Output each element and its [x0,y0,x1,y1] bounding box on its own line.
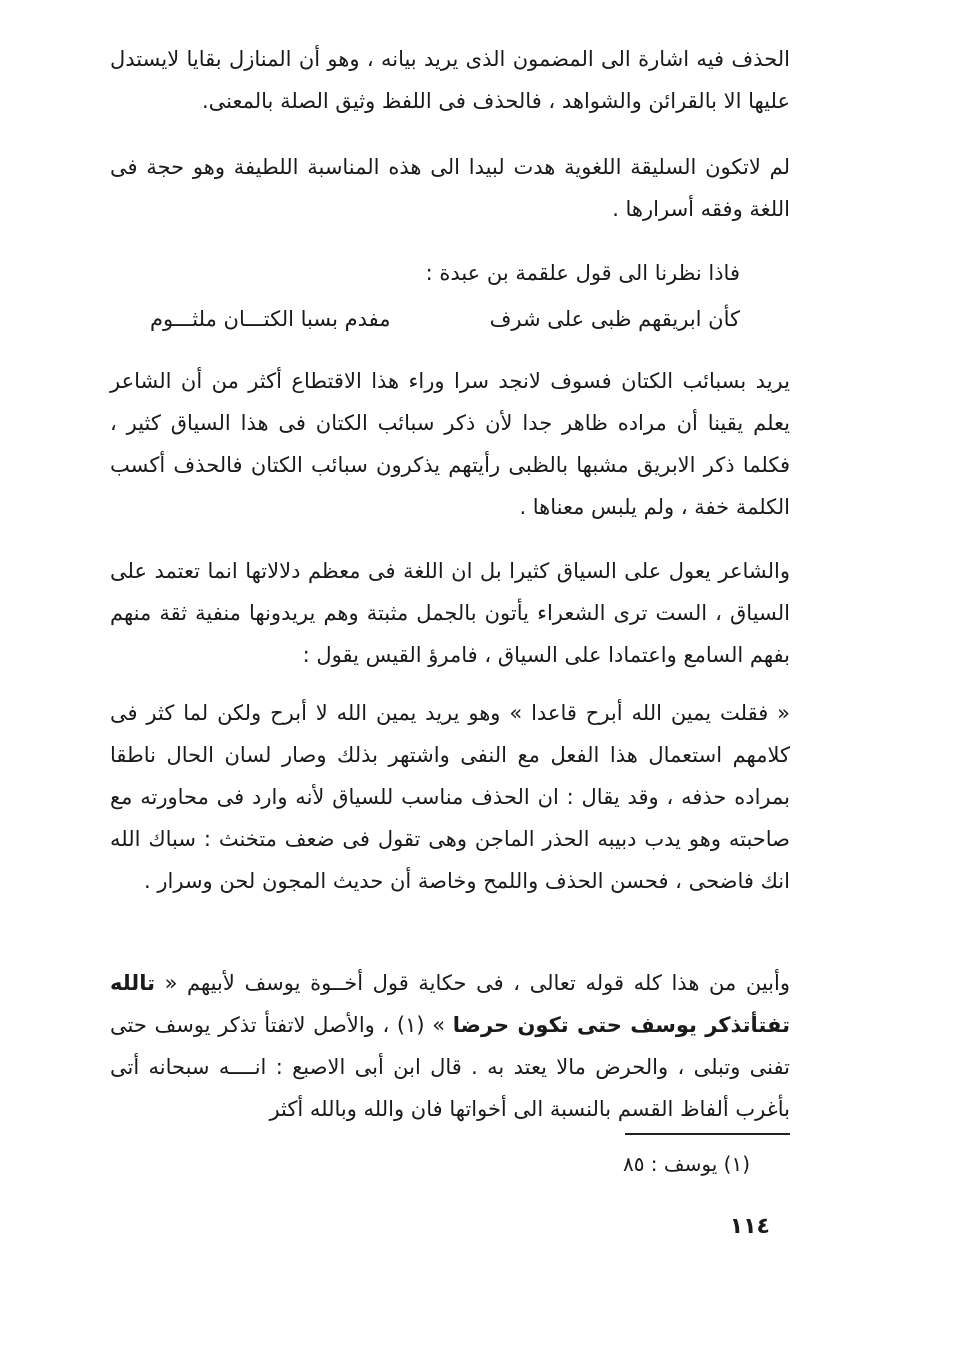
paragraph-7-intro: وأبين من هذا كله قوله تعالى ، فى حكاية قول أخــوة يوسف لأبيهم « [154,971,790,995]
footnote-divider [625,1133,790,1135]
paragraph-5: والشاعر يعول على السياق كثيرا بل ان اللغة فى معظم دلالاتها انما تعتمد على السياق ، الست ترى الشعراء يأتون بالجمل مثبتة وهم يريدونها منفية ثقة منهم بفهم السامع واعتمادا على السياق ، فامرؤ القيس يقول : [110,559,790,667]
quran-quote: تالله تفتأتذكر يوسف حتى تكون حرضا [110,971,790,1037]
page-number: ١١٤ [729,1214,770,1239]
paragraph-1: الحذف فيه اشارة الى المضمون الذى يريد بيانه ، وهو أن المنازل بقايا لايستدل عليها الا بالقرائن والشواهد ، فالحذف فى اللفظ وثيق الصلة بالمعنى. [110,47,790,113]
verse-second-hemistich: مفدم بسبا الكتـــان ملثـــوم [150,307,391,331]
poetry-verse [150,298,740,340]
paragraph-3: فاذا نظرنا الى قول علقمة بن عبدة : [425,261,740,285]
footnote: (١) يوسف : ٨٥ [622,1152,750,1176]
paragraph-7-rest: » (١) ، والأصل لاتفتأ تذكر يوسف حتى تفنى وتبلى ، والحرض مالا يعتد به . قال ابن أبى الاصبع : انــــه سبحانه أتى بأغرب ألفاظ القسم بالنسبة الى أخواتها فان والله وبالله أكثر [110,1013,790,1121]
paragraph-4: يريد بسبائب الكتان فسوف لانجد سرا وراء هذا الاقتطاع أكثر من أن الشاعر يعلم يقينا أن مراده ظاهر جدا لأن ذكر سبائب الكتان فى هذا السياق كثير ، فكلما ذكر الابريق مشبها بالظبى رأيتهم يذكرون سبائب الكتان فالحذف أكسب الكلمة خفة ، ولم يلبس معناها . [110,369,790,519]
paragraph-2: لم لاتكون السليقة اللغوية هدت لبيدا الى هذه المناسبة اللطيفة وهو حجة فى اللغة وفقه أسرارها . [110,155,790,221]
paragraph-7 [110,962,790,1130]
paragraph-6: « فقلت يمين الله أبرح قاعدا » وهو يريد يمين الله لا أبرح ولكن لما كثر فى كلامهم استعمال هذا الفعل مع النفى واشتهر بذلك وصار لسان الحال ناطقا بمراده حذفه ، وقد يقال : ان الحذف مناسب للسياق لأنه وارد فى محاورته مع صاحبته وهو يدب دبيبه الحذر الماجن وهى تقول فى ضعف متخنث : سباك الله انك فاضحى ، فحسن الحذف واللمح وخاصة أن حديث المجون لحن وسرار . [110,701,790,893]
verse-first-hemistich: كأن ابريقهم ظبى على شرف [489,307,740,331]
